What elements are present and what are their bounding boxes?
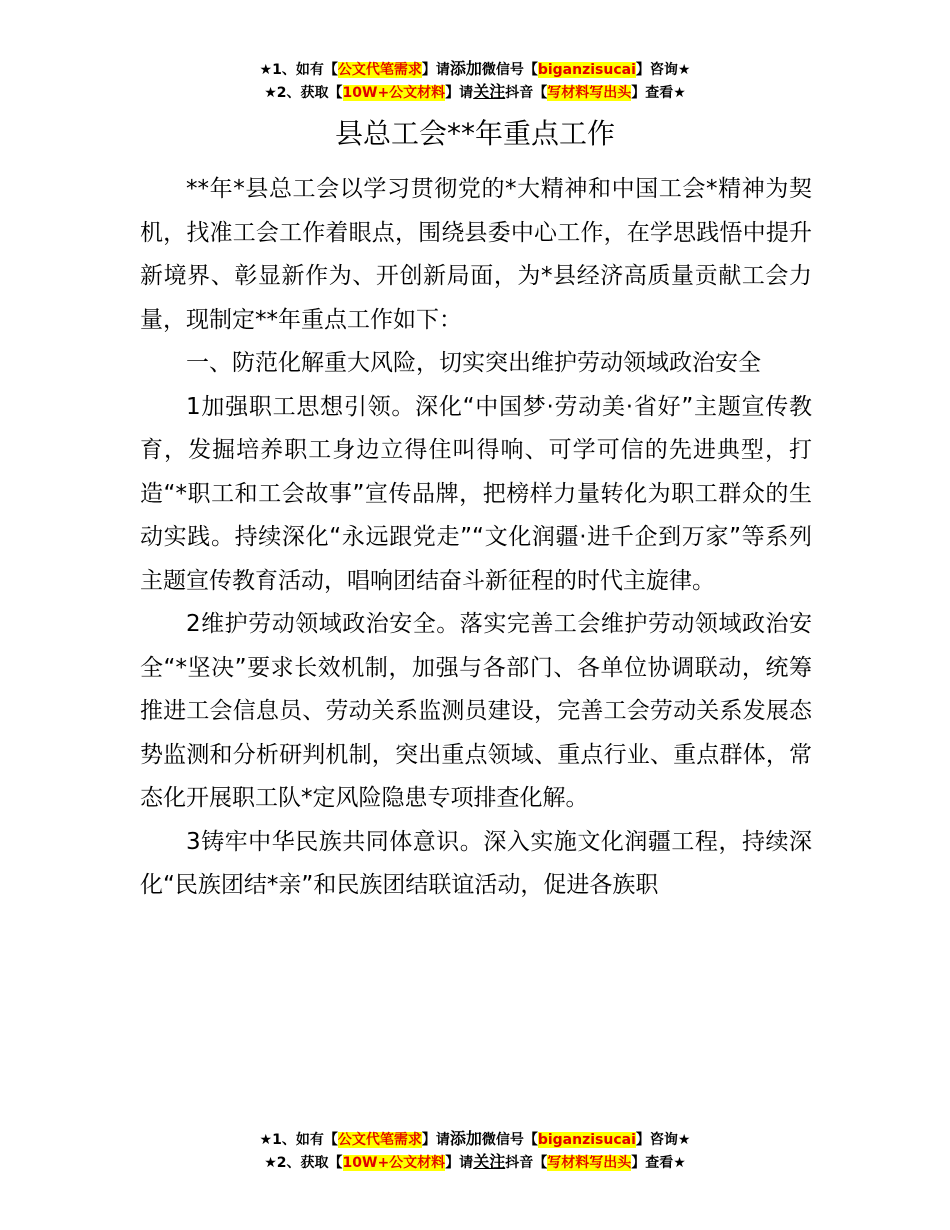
promo-text: 】查看★: [631, 85, 686, 101]
document-body: [140, 168, 812, 908]
paragraph-item-3: 3铸牢中华民族共同体意识。深入实施文化润疆工程，持续深化“民族团结*亲”和民族团结联谊活动，促进各族职: [140, 828, 812, 898]
promo-emphasis: 关注: [473, 82, 506, 101]
paragraph-item-2: 2维护劳动领域政治安全。落实完善工会维护劳动领域政治安全“*坚决”要求长效机制，加强与各部门、各单位协调联动，统筹推进工会信息员、劳动关系监测员建设，完善工会劳动关系发展态势监测和分析研判机制，突出重点领域、重点行业、重点群体，常态化开展职工队*定风险隐患专项排查化解。: [140, 611, 812, 811]
promo-text: ★2、获取【: [264, 1155, 343, 1171]
promo-text: 】请: [445, 1155, 474, 1171]
promo-emphasis: 添加: [449, 59, 482, 78]
promo-line-1: [0, 1128, 950, 1151]
promo-line-1: [0, 58, 950, 81]
promo-highlight: 公文代笔需求: [337, 1132, 422, 1148]
promo-text: 微信号【: [481, 1132, 538, 1148]
promo-banner-bottom: [0, 1128, 950, 1174]
promo-highlight: 10W+公文材料: [342, 85, 446, 101]
promo-douyin-id: 写材料写出头: [547, 85, 632, 101]
promo-highlight: 公文代笔需求: [337, 62, 422, 78]
promo-wechat-id: biganzisucai: [537, 1132, 636, 1148]
promo-line-2: [0, 81, 950, 104]
promo-text: 】请: [445, 85, 474, 101]
promo-highlight: 10W+公文材料: [342, 1155, 446, 1171]
promo-wechat-id: biganzisucai: [537, 62, 636, 78]
promo-banner-top: [0, 58, 950, 104]
promo-emphasis: 关注: [473, 1152, 506, 1171]
promo-text: 】查看★: [631, 1155, 686, 1171]
promo-emphasis: 添加: [449, 1129, 482, 1148]
promo-text: 】咨询★: [635, 62, 691, 78]
promo-text: 微信号【: [481, 62, 538, 78]
promo-text: ★2、获取【: [264, 85, 343, 101]
promo-text: 】请: [421, 62, 450, 78]
promo-text: ★1、如有【: [259, 1132, 338, 1148]
promo-text: ★1、如有【: [259, 62, 338, 78]
promo-douyin-id: 写材料写出头: [547, 1155, 632, 1171]
paragraph-intro: **年*县总工会以学习贯彻党的*大精神和中国工会*精神为契机，找准工会工作着眼点，围绕县委中心工作，在学思践悟中提升新境界、彰显新作为、开创新局面，为*县经济高质量贡献工会力量，现制定**年重点工作如下：: [140, 176, 812, 333]
document-title: 县总工会**年重点工作: [334, 117, 615, 150]
paragraph-item-1: 1加强职工思想引领。深化“中国梦·劳动美·省好”主题宣传教育，发掘培养职工身边立得住叫得响、可学可信的先进典型，打造“*职工和工会故事”宣传品牌，把榜样力量转化为职工群众的生动实践。持续深化“永远跟党走”“文化润疆·进千企到万家”等系列主题宣传教育活动，唱响团结奋斗新征程的时代主旋律。: [140, 393, 812, 594]
promo-text: 】请: [421, 1132, 450, 1148]
section-heading-1: 一、防范化解重大风险，切实突出维护劳动领域政治安全: [186, 350, 761, 376]
promo-text: 】咨询★: [635, 1132, 691, 1148]
promo-line-2: [0, 1151, 950, 1174]
promo-text: 抖音【: [505, 1155, 548, 1171]
promo-text: 抖音【: [505, 85, 548, 101]
